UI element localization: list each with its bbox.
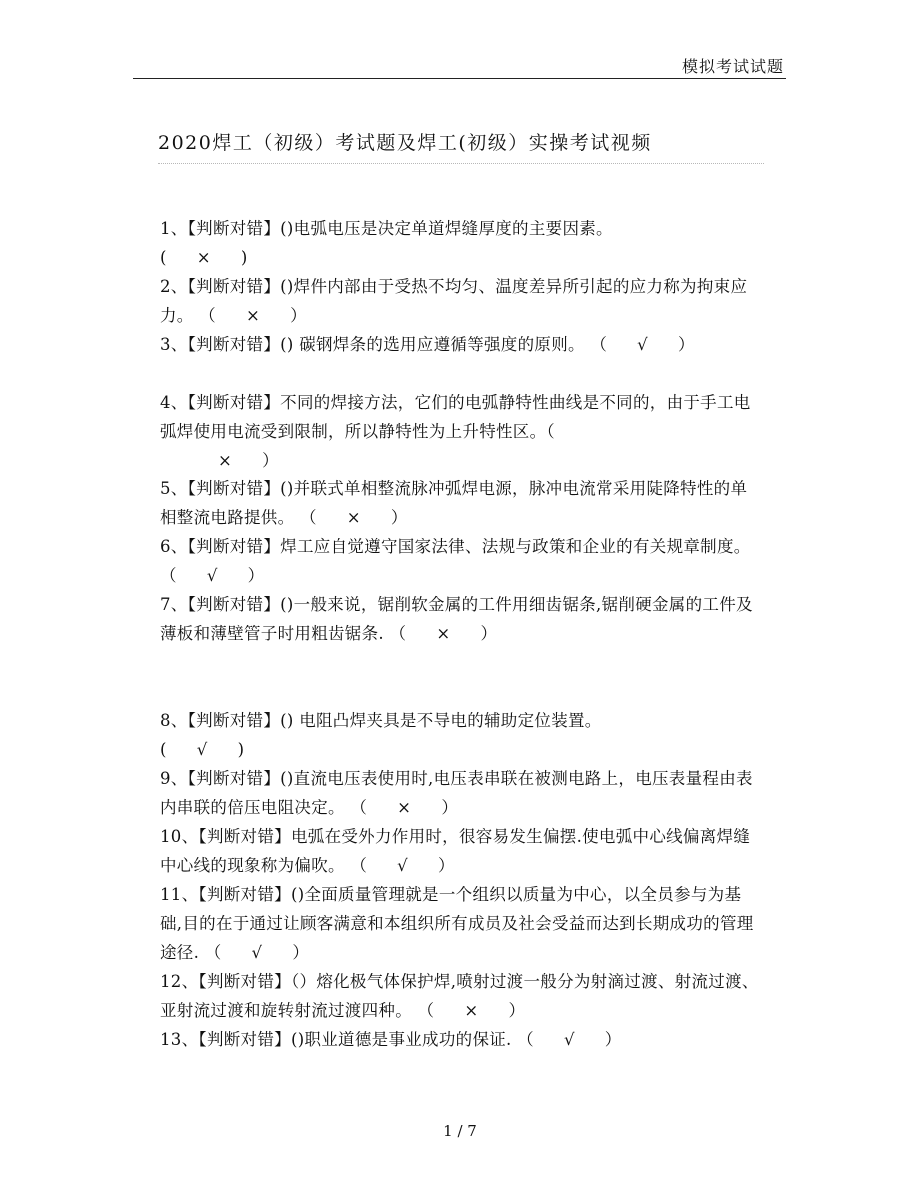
question-number: 8、 bbox=[160, 711, 188, 730]
question-text: ()职业道德是事业成功的保证. bbox=[290, 1030, 512, 1049]
answer: （ × ） bbox=[390, 619, 498, 648]
header-label: 模拟考试试题 bbox=[681, 57, 784, 76]
answer: （ √ ） bbox=[160, 561, 264, 590]
question-number: 12、 bbox=[160, 972, 199, 991]
question-tag: 【判断对错】 bbox=[187, 393, 281, 412]
answer-mark: × bbox=[397, 798, 412, 817]
question-8 bbox=[160, 706, 760, 764]
answer-mark: × bbox=[436, 624, 451, 643]
question-13 bbox=[160, 1025, 760, 1054]
question-3 bbox=[160, 330, 760, 359]
question-6 bbox=[160, 532, 760, 590]
question-tag: 【判断对错】 bbox=[187, 335, 281, 354]
answer-mark: × bbox=[218, 451, 233, 470]
question-number: 5、 bbox=[160, 479, 188, 498]
question-tag: 【判断对错】 bbox=[198, 827, 291, 846]
answer: （ × ） bbox=[300, 503, 408, 532]
question-2 bbox=[160, 272, 760, 330]
answer: （ × ） bbox=[350, 793, 458, 822]
answer: × ） bbox=[160, 446, 760, 475]
answer-mark: √ bbox=[637, 335, 648, 354]
question-text: ()焊件内部由于受热不均匀、温度差异所引起的应力称为拘束应力。 bbox=[160, 277, 748, 325]
question-number: 13、 bbox=[160, 1030, 199, 1049]
question-12 bbox=[160, 967, 760, 1025]
answer: （ √ ） bbox=[590, 330, 694, 359]
question-tag: 【判断对错】 bbox=[187, 219, 281, 238]
question-number: 3、 bbox=[160, 335, 188, 354]
answer-mark: × bbox=[196, 248, 211, 267]
answer-mark: × bbox=[245, 306, 261, 325]
question-text: （）熔化极气体保护焊,喷射过渡一般分为射滴过渡、射流过渡、亚射流过渡和旋转射流过渡四种。 bbox=[160, 972, 759, 1020]
question-number: 11、 bbox=[160, 885, 199, 904]
question-number: 4、 bbox=[160, 393, 188, 412]
answer-mark: × bbox=[464, 1001, 479, 1020]
question-7 bbox=[160, 590, 760, 648]
question-text: ()全面质量管理就是一个组织以质量为中心，以全员参与为基础,目的在于通过让顾客满意和本组织所有成员及社会受益而达到长期成功的管理途径. bbox=[160, 885, 754, 962]
question-11 bbox=[160, 880, 760, 967]
question-text: () 碳钢焊条的选用应遵循等强度的原则。 bbox=[280, 335, 585, 354]
answer: （ × ） bbox=[199, 301, 307, 330]
answer-mark: √ bbox=[251, 943, 263, 962]
question-number: 9、 bbox=[160, 769, 188, 788]
question-tag: 【判断对错】 bbox=[187, 595, 281, 614]
question-number: 2、 bbox=[160, 277, 188, 296]
document-title: 2020焊工（初级）考试题及焊工(初级）实操考试视频 bbox=[158, 132, 652, 154]
question-text: () 电阻凸焊夹具是不导电的辅助定位装置。 bbox=[280, 711, 602, 730]
question-9 bbox=[160, 764, 760, 822]
answer: ( × ) bbox=[160, 243, 760, 272]
question-tag: 【判断对错】 bbox=[187, 537, 281, 556]
question-number: 10、 bbox=[160, 827, 199, 846]
question-text: 电弧在受外力作用时，很容易发生偏摆.使电弧中心线偏离焊缝中心线的现象称为偏吹。 bbox=[160, 827, 751, 875]
page-number: 1 / 7 bbox=[443, 1122, 477, 1140]
question-1 bbox=[160, 214, 760, 272]
question-tag: 【判断对错】 bbox=[198, 972, 291, 991]
title-divider bbox=[158, 163, 764, 164]
question-tag: 【判断对错】 bbox=[198, 885, 291, 904]
answer: （ √ ） bbox=[205, 938, 309, 967]
answer-mark: × bbox=[346, 508, 361, 527]
question-text: 不同的焊接方法，它们的电弧静特性曲线是不同的，由于手工电弧焊使用电流受到限制，所以静特性为上升特性区。 bbox=[160, 393, 751, 441]
question-tag: 【判断对错】 bbox=[198, 1030, 291, 1049]
answer: （ √ ） bbox=[517, 1025, 621, 1054]
question-text: ()一般来说，锯削软金属的工件用细齿锯条,锯削硬金属的工件及薄板和薄壁管子时用粗齿锯条. bbox=[160, 595, 753, 643]
question-text: 焊工应自觉遵守国家法律、法规与政策和企业的有关规章制度。 bbox=[280, 537, 751, 556]
answer: （ √ ） bbox=[350, 851, 454, 880]
question-4: 4、【判断对错】不同的焊接方法，它们的电弧静特性曲线是不同的，由于手工电弧焊使用电流受到限制，所以静特性为上升特性区。（ × ） bbox=[160, 388, 760, 475]
answer: ( √ ) bbox=[160, 735, 760, 764]
question-tag: 【判断对错】 bbox=[187, 277, 281, 296]
question-text: ()并联式单相整流脉冲弧焊电源，脉冲电流常采用陡降特性的单相整流电路提供。 bbox=[160, 479, 748, 527]
question-10 bbox=[160, 822, 760, 880]
question-number: 6、 bbox=[160, 537, 188, 556]
question-tag: 【判断对错】 bbox=[187, 479, 281, 498]
question-5 bbox=[160, 474, 760, 532]
question-tag: 【判断对错】 bbox=[187, 711, 281, 730]
answer-mark: √ bbox=[563, 1030, 575, 1049]
answer: （ × ） bbox=[418, 996, 526, 1025]
question-tag: 【判断对错】 bbox=[187, 769, 281, 788]
answer-mark: √ bbox=[206, 566, 218, 585]
question-text: ()直流电压表使用时,电压表串联在被测电路上，电压表量程由表内串联的倍压电阻决定。 bbox=[160, 769, 753, 817]
question-number: 7、 bbox=[160, 595, 188, 614]
header-divider bbox=[133, 78, 786, 79]
answer-mark: √ bbox=[397, 856, 408, 875]
question-number: 1、 bbox=[160, 219, 188, 238]
answer-mark: √ bbox=[196, 740, 208, 759]
question-text: ()电弧电压是决定单道焊缝厚度的主要因素。 bbox=[280, 219, 613, 238]
